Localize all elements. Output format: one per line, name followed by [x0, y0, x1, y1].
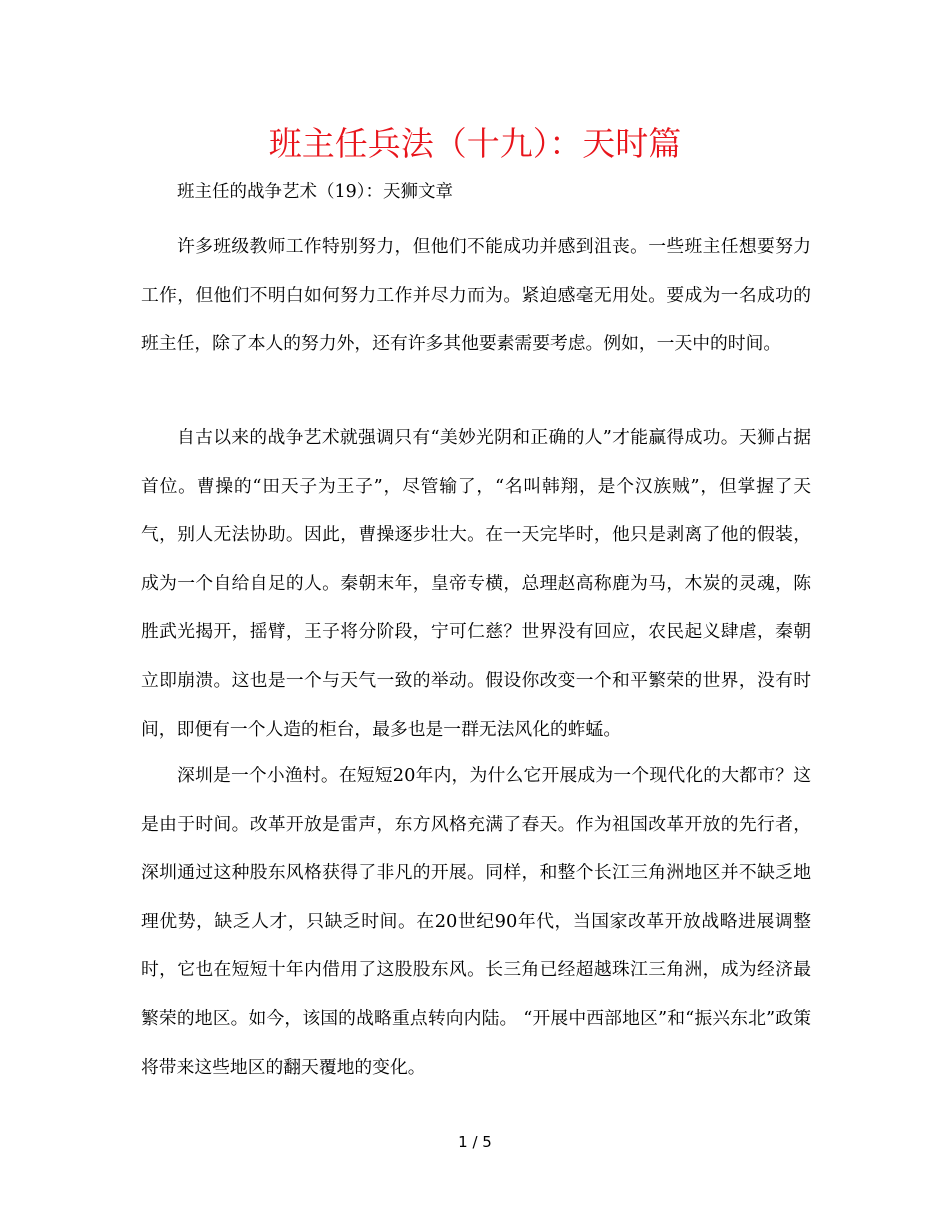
- page-number: 1 / 5: [458, 1133, 492, 1151]
- document-subtitle: 班主任的战争艺术（19）：天狮文章: [177, 182, 454, 202]
- body-paragraph-1: 许多班级教师工作特别努力，但他们不能成功并感到沮丧。一些班主任想要努力工作，但他们不明白如何努力工作并尽力而为。紧迫感毫无用处。要成为一名成功的班主任，除了本人的努力外，还有许多其他要素需要考虑。例如，一天中的时间。: [141, 236, 811, 355]
- body-paragraph-3: 深圳是一个小渔村。在短短20年内，为什么它开展成为一个现代化的大都市？这是由于时间。改革开放是雷声，东方风格充满了春天。作为祖国改革开放的先行者，深圳通过这种股东风格获得了非凡的开展。同样，和整个长江三角洲地区并不缺乏地理优势，缺乏人才，只缺乏时间。在20世纪90年代，当国家改革开放战略进展调整时，它也在短短十年内借用了这股股东风。长三角已经超越珠江三角洲，成为经济最繁荣的地区。如今，该国的战略重点转向内陆。 “开展中西部地区”和“振兴东北”政策将带来这些地区的翻天覆地的变化。: [141, 765, 811, 1078]
- body-paragraph-2: 自古以来的战争艺术就强调只有“美妙光阴和正确的人”才能赢得成功。天狮占据首位。曹操的“田天子为王子”，尽管输了，“名叫韩翔，是个汉族贼”，但掌握了天气，别人无法协助。因此，曹操逐步壮大。在一天完毕时，他只是剥离了他的假装，成为一个自给自足的人。秦朝末年，皇帝专横，总理赵高称鹿为马，木炭的灵魂，陈胜武光揭开，摇臂，王子将分阶段，宁可仁慈？世界没有回应，农民起义肆虐，秦朝立即崩溃。这也是一个与天气一致的举动。假设你改变一个和平繁荣的世界，没有时间，即便有一个人造的柜台，最多也是一群无法风化的蚱蜢。: [141, 427, 811, 740]
- document-title: 班主任兵法（十九）：天时篇: [268, 124, 682, 163]
